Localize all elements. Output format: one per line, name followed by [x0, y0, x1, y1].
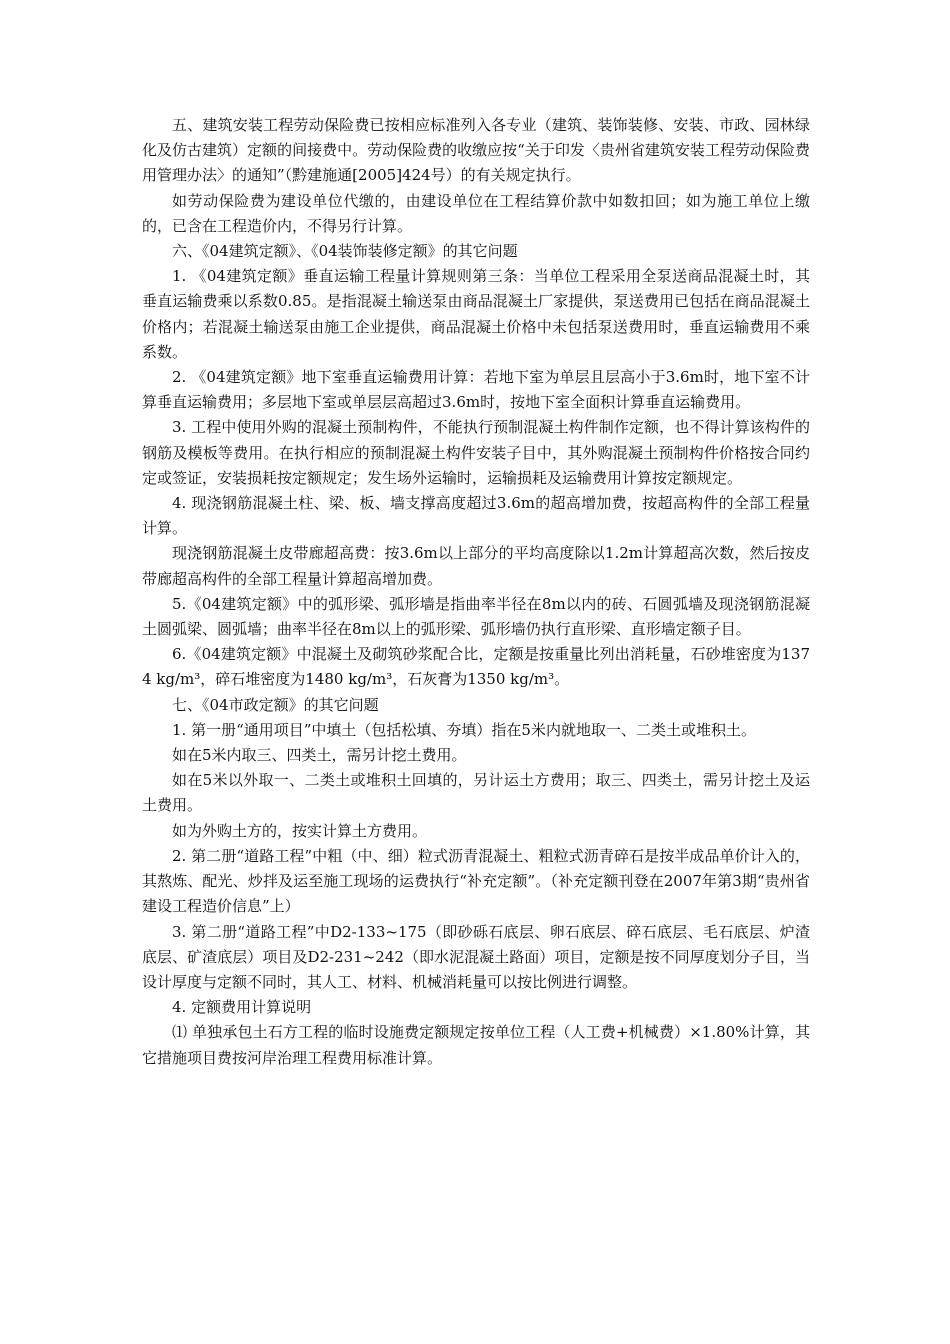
paragraph-7-2: 2. 第二册“道路工程”中粗（中、细）粒式沥青混凝土、粗粒式沥青碎石是按半成品单价计入的，其熬炼、配光、炒拌及运至施工现场的运费执行“补充定额”。（补充定额刊登在2007年第3期“贵州省建设工程造价信息”上）	[142, 846, 810, 916]
paragraph-6-4-belt-corridor: 现浇钢筋混凝土皮带廊超高费：按3.6m以上部分的平均高度除以1.2m计算超高次数，然后按皮带廊超高构件的全部工程量计算超高增加费。	[142, 544, 810, 588]
paragraph-section-5: 五、建筑安装工程劳动保险费已按相应标准列入各专业（建筑、装饰装修、安装、市政、园林绿化及仿古建筑）定额的间接费中。劳动保险费的收缴应按“关于印发〈贵州省建筑安装工程劳动保险费用管理办法〉的通知”（黔建施通[2005]424号）的有关规定执行。	[142, 116, 810, 185]
paragraph-insurance-note: 如劳动保险费为建设单位代缴的，由建设单位在工程结算价款中如数扣回；如为施工单位上缴的，已含在工程造价内，不得另行计算。	[142, 191, 810, 235]
paragraph-6-1: 1. 《04建筑定额》垂直运输工程量计算规则第三条：当单位工程采用全泵送商品混凝土时，其垂直运输费乘以系数0.85。是指混凝土输送泵由商品混凝土厂家提供，泵送费用已包括在商品混凝土价格内；若混凝土输送泵由施工企业提供，商品混凝土价格中未包括泵送费用时，垂直运输费用不乘系数。	[142, 267, 810, 361]
document-body	[142, 113, 810, 1071]
paragraph-6-3: 3. 工程中使用外购的混凝土预制构件，不能执行预制混凝土构件制作定额，也不得计算该构件的钢筋及模板等费用。在执行相应的预制混凝土构件安装子目中，其外购混凝土预制构件价格按合同约定或签证，安装损耗按定额规定；发生场外运输时，运输损耗及运输费用计算按定额规定。	[142, 418, 810, 487]
section-heading-6: 六、《04建筑定额》、《04装饰装修定额》的其它问题	[172, 242, 518, 261]
paragraph-6-4: 4. 现浇钢筋混凝土柱、梁、板、墙支撑高度超过3.6m的超高增加费，按超高构件的全部工程量计算。	[142, 494, 810, 538]
paragraph-7-4: 4. 定额费用计算说明	[172, 998, 312, 1017]
paragraph-7-1-b: 如在5米以外取一、二类土或堆积土回填的，另计运土方费用；取三、四类土，需另计挖土及运土费用。	[142, 771, 810, 815]
paragraph-6-5: 5.《04建筑定额》中的弧形梁、弧形墙是指曲率半径在8m以内的砖、石圆弧墙及现浇钢筋混凝土圆弧梁、圆弧墙；曲率半径在8m以上的弧形梁、弧形墙仍执行直形梁、直形墙定额子目。	[142, 594, 810, 639]
paragraph-7-4-1: ⑴ 单独承包土石方工程的临时设施费定额规定按单位工程（人工费+机械费）×1.80%计算，其它措施项目费按河岸治理工程费用标准计算。	[142, 1023, 810, 1067]
paragraph-7-1-c: 如为外购土方的，按实计算土方费用。	[172, 821, 428, 840]
paragraph-7-1-a: 如在5米内取三、四类土，需另计挖土费用。	[172, 746, 467, 765]
section-heading-7: 七、《04市政定额》的其它问题	[172, 695, 379, 714]
paragraph-7-3: 3. 第二册“道路工程”中D2-133~175（即砂砾石底层、卵石底层、碎石底层、毛石底层、炉渣底层、矿渣底层）项目及D2-231~242（即水泥混凝土路面）项目，定额是按不同厚度划分子目，当设计厚度与定额不同时，其人工、材料、机械消耗量可以按比例进行调整。	[142, 922, 810, 991]
paragraph-7-1: 1. 第一册“通用项目”中填土（包括松填、夯填）指在5米内就地取一、二类土或堆积土。	[172, 720, 756, 739]
paragraph-6-2: 2. 《04建筑定额》地下室垂直运输费用计算：若地下室为单层且层高小于3.6m时，地下室不计算垂直运输费用；多层地下室或单层层高超过3.6m时，按地下室全面积计算垂直运输费用。	[142, 368, 810, 412]
paragraph-6-6: 6.《04建筑定额》中混凝土及砌筑砂浆配合比，定额是按重量比列出消耗量，石砂堆密度为1374 kg/m³，碎石堆密度为1480 kg/m³，石灰膏为1350 kg/m³。	[142, 645, 810, 689]
